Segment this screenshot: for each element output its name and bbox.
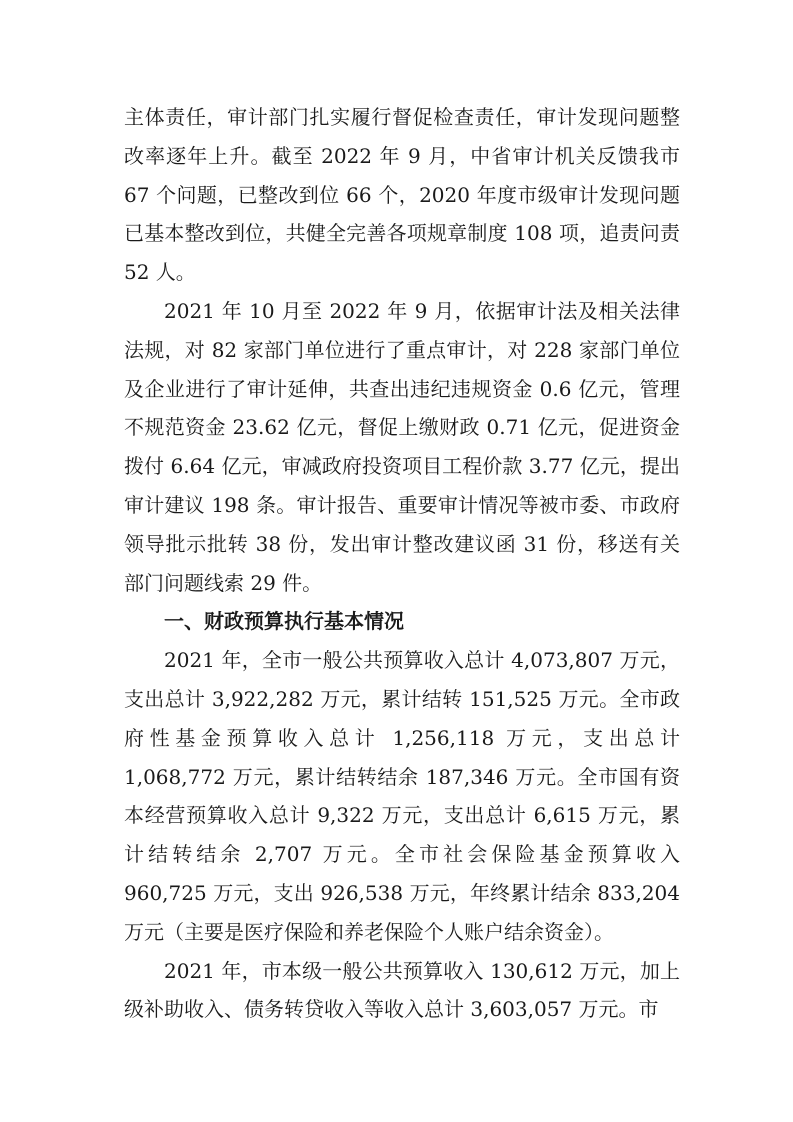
document-body [124, 98, 680, 1029]
paragraph-audit-results: 2021 年 10 月至 2022 年 9 月，依据审计法及相关法律法规，对 82 家部门单位进行了重点审计，对 228 家部门单位及企业进行了审计延伸，共查出违纪违规资金 0.6 亿元，管理不规范资金 23.62 亿元，督促上缴财政 0.71 亿元，促进资金拨付 6.64 亿元，审减政府投资项目工程价款 3.77 亿元，提出审计建议 198 条。审计报告、重要审计情况等被市委、市政府领导批示批转 38 份，发出审计整改建议函 31 份，移送有关部门问题线索 29 件。 [124, 298, 680, 595]
section-heading-budget: 一、财政预算执行基本情况 [164, 609, 404, 634]
paragraph-city-budget: 2021 年，全市一般公共预算收入总计 4,073,807 万元，支出总计 3,922,282 万元，累计结转 151,525 万元。全市政府性基金预算收入总计 1,256,118 万元，支出总计 1,068,772 万元，累计结转结余 187,346 万元。全市国有资本经营预算收入总计 9,322 万元，支出总计 6,615 万元，累计结转结余 2,707 万元。全市社会保险基金预算收入 960,725 万元，支出 926,538 万元，年终累计结余 833,204 万元（主要是医疗保险和养老保险个人账户结余资金）。 [124, 648, 680, 944]
paragraph-rectification: 主体责任，审计部门扎实履行督促检查责任，审计发现问题整改率逐年上升。截至 2022 年 9 月，中省审计机关反馈我市 67 个问题，已整改到位 66 个，2020 年度市级审计发现问题已基本整改到位，共健全完善各项规章制度 108 项，追责问责 52 人。 [124, 105, 680, 285]
paragraph-municipal-budget: 2021 年，市本级一般公共预算收入 130,612 万元，加上级补助收入、债务转贷收入等收入总计 3,603,057 万元。市 [124, 958, 680, 1022]
